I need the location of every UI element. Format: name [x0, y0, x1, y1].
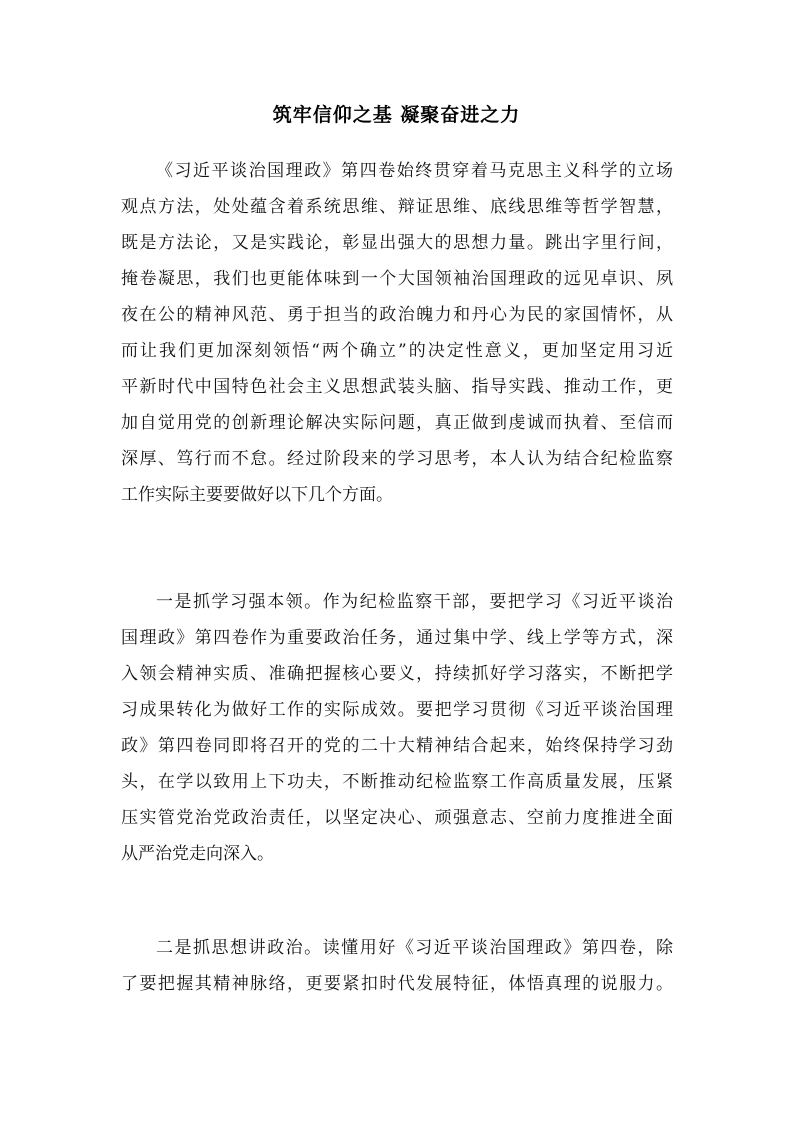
- text-line: 压实管党治党政治责任，以坚定决心、顽强意志、空前力度推进全面: [121, 808, 673, 828]
- text-line: 二是抓思想讲政治。读懂用好《习近平谈治国理政》第四卷，除: [156, 938, 673, 958]
- text-line: 深厚、笃行而不怠。经过阶段来的学习思考，本人认为结合纪检监察: [121, 449, 673, 469]
- text-line: 夜在公的精神风范、勇于担当的政治魄力和丹心为民的家国情怀，从: [121, 305, 673, 325]
- text-line: 观点方法，处处蕴含着系统思维、辩证思维、底线思维等哲学智慧，: [121, 197, 673, 217]
- text-line: 习成果转化为做好工作的实际成效。要把学习贯彻《习近平谈治国理: [121, 700, 673, 720]
- text-line: 平新时代中国特色社会主义思想武装头脑、指导实践、推动工作，更: [121, 377, 673, 397]
- document-title: 筑牢信仰之基 凝聚奋进之力: [272, 104, 521, 126]
- text-line: 政》第四卷同即将召开的党的二十大精神结合起来，始终保持学习劲: [121, 736, 673, 756]
- text-line: 工作实际主要要做好以下几个方面。: [121, 485, 393, 505]
- text-line: 加自觉用党的创新理论解决实际问题，真正做到虔诚而执着、至信而: [121, 413, 673, 433]
- paragraph-point-one: [121, 584, 673, 872]
- text-line: 一是抓学习强本领。作为纪检监察干部，要把学习《习近平谈治: [156, 592, 673, 612]
- paragraph-point-two: [121, 930, 673, 1002]
- text-line: 而让我们更加深刻领悟“两个确立”的决定性意义，更加坚定用习近: [121, 341, 673, 361]
- paragraph-intro: [121, 153, 673, 513]
- text-line: 入领会精神实质、准确把握核心要义，持续抓好学习落实，不断把学: [121, 664, 673, 684]
- text-line: 既是方法论，又是实践论，彰显出强大的思想力量。跳出字里行间，: [121, 233, 673, 253]
- text-line: 从严治党走向深入。: [121, 844, 274, 864]
- text-line: 国理政》第四卷作为重要政治任务，通过集中学、线上学等方式，深: [121, 628, 673, 648]
- text-line: 头，在学以致用上下功夫，不断推动纪检监察工作高质量发展，压紧: [121, 772, 673, 792]
- text-line: 了要把握其精神脉络，更要紧扣时代发展特征，体悟真理的说服力。: [121, 974, 673, 994]
- text-line: 《习近平谈治国理政》第四卷始终贯穿着马克思主义科学的立场: [156, 161, 673, 181]
- text-line: 掩卷凝思，我们也更能体味到一个大国领袖治国理政的远见卓识、夙: [121, 269, 673, 289]
